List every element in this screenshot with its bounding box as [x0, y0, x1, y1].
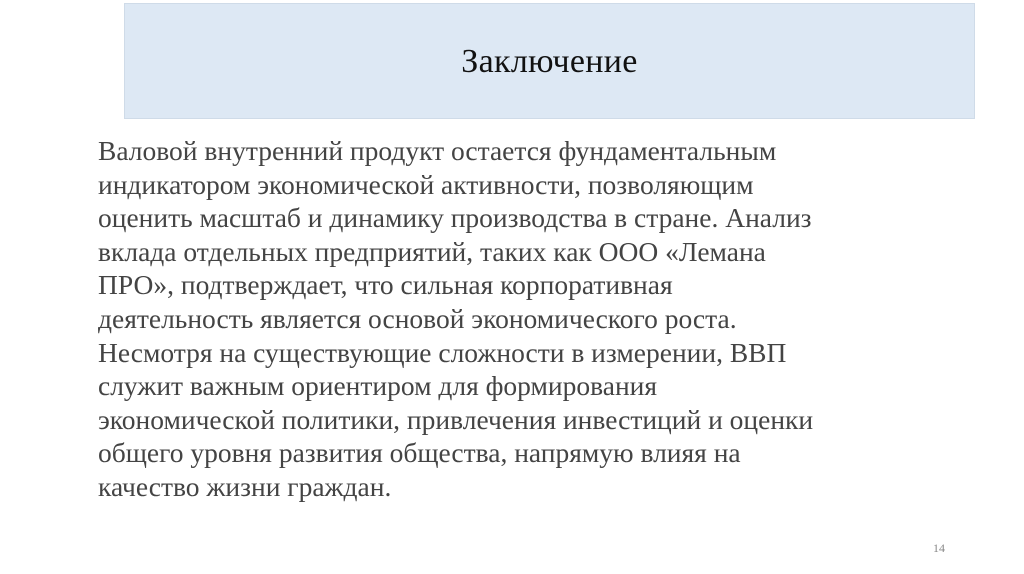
title-band: [124, 3, 975, 119]
slide-title: Заключение: [461, 43, 638, 80]
page-number: 14: [933, 541, 945, 555]
slide-body-text: Валовой внутренний продукт остается фундаментальным индикатором экономической активности, позволяющим оценить масштаб и динамику производства в стране. Анализ вклада отдельных предприятий, таких как ООО «Лемана ПРО», подтверждает, что сильная корпоративная деятельность является основой экономического роста. Несмотря на существующие сложности в измерении, ВВП служит важным ориентиром для формирования экономической политики, привлечения инвестиций и оценки общего уровня развития общества, напрямую влияя на качество жизни граждан.: [98, 135, 814, 502]
